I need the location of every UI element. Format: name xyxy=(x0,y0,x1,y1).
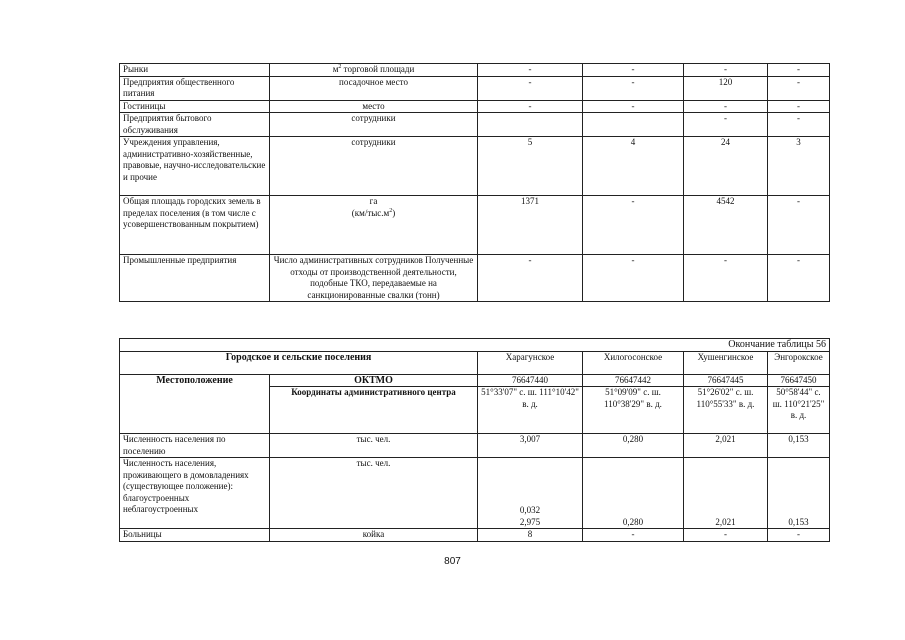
oktmo-value: 76647450 xyxy=(768,374,830,387)
table-settlements xyxy=(119,338,830,542)
row-name: Больницы xyxy=(120,529,270,542)
cell-value: 3,007 xyxy=(478,434,583,458)
row-unit: $м^2$ торговой площади xyxy=(270,64,478,77)
cell-value: - xyxy=(478,64,583,77)
coords-value: 51°33'07" с. ш. 111°10'42" в. д. xyxy=(478,387,583,434)
row-name: Рынки xyxy=(120,64,270,77)
coords-value: 51°09'09" с. ш. 110°38'29" в. д. xyxy=(583,387,684,434)
cell-value: - xyxy=(768,255,830,302)
row-name: Численность населения, проживающего в домовладениях (существующее положение): благоустроенных неблагоустроенных xyxy=(120,458,270,529)
settlement-name: Энгорокское xyxy=(768,351,830,374)
cell-value: 5 xyxy=(478,137,583,196)
cell-value: 0,280 xyxy=(583,434,684,458)
row-unit: тыс. чел. xyxy=(270,458,478,529)
cell-value: - xyxy=(583,196,684,255)
table-caption: Окончание таблицы 56 xyxy=(120,339,830,352)
cell-value: - xyxy=(684,64,768,77)
cell-value: - xyxy=(583,64,684,77)
row-name: Гостиницы xyxy=(120,100,270,113)
row-unit: посадочное место xyxy=(270,76,478,100)
header-label: Городское и сельские поселения xyxy=(120,351,478,374)
cell-value: 0,153 xyxy=(768,458,830,529)
cell-value xyxy=(478,113,583,137)
cell-value: 2,021 xyxy=(684,434,768,458)
row-unit: тыс. чел. xyxy=(270,434,478,458)
unimproved-value: 2,975 xyxy=(519,516,541,527)
row-name: Численность населения по поселению xyxy=(120,434,270,458)
table-row xyxy=(120,196,830,255)
row-name: Предприятия бытового обслуживания xyxy=(120,113,270,137)
cell-value xyxy=(478,458,583,529)
settlement-name: Харагунское xyxy=(478,351,583,374)
cell-value: 24 xyxy=(684,137,768,196)
table-row xyxy=(120,458,830,529)
coords-label: Координаты административного центра xyxy=(270,387,478,434)
table-row xyxy=(120,76,830,100)
coords-value: 50°58'44" с. ш. 110°21'25" в. д. xyxy=(768,387,830,434)
cell-value: 4 xyxy=(583,137,684,196)
cell-value: - xyxy=(768,196,830,255)
cell-value xyxy=(583,113,684,137)
cell-value: - xyxy=(684,529,768,542)
table-row xyxy=(120,100,830,113)
cell-value: - xyxy=(768,529,830,542)
table-row xyxy=(120,434,830,458)
cell-value: 4542 xyxy=(684,196,768,255)
oktmo-label: ОКТМО xyxy=(270,374,478,387)
cell-value: - xyxy=(684,100,768,113)
cell-value: 1371 xyxy=(478,196,583,255)
cell-value: - xyxy=(583,76,684,100)
oktmo-row xyxy=(120,374,830,387)
settlement-name: Хилогосонское xyxy=(583,351,684,374)
location-label: Местоположение xyxy=(120,374,270,434)
coords-value: 51°26'02" с. ш. 110°55'33" в. д. xyxy=(684,387,768,434)
cell-value: 0,280 xyxy=(583,458,684,529)
table-services xyxy=(119,63,830,302)
oktmo-value: 76647442 xyxy=(583,374,684,387)
cell-value: 8 xyxy=(478,529,583,542)
caption-row xyxy=(120,339,830,352)
cell-value: 3 xyxy=(768,137,830,196)
row-unit: сотрудники xyxy=(270,137,478,196)
cell-value: - xyxy=(768,76,830,100)
table-row xyxy=(120,529,830,542)
cell-value: - xyxy=(768,64,830,77)
row-unit: га $(км/тыс.м^2)$ xyxy=(270,196,478,255)
row-unit: место xyxy=(270,100,478,113)
cell-value: - xyxy=(478,255,583,302)
row-unit: койка xyxy=(270,529,478,542)
cell-value: - xyxy=(684,255,768,302)
row-unit: сотрудники xyxy=(270,113,478,137)
row-name: Общая площадь городских земель в пределах поселения (в том числе с усовершенствованным покрытием) xyxy=(120,196,270,255)
cell-value: 0,153 xyxy=(768,434,830,458)
settlement-name: Хушенгинское xyxy=(684,351,768,374)
cell-value: - xyxy=(684,113,768,137)
cell-value: - xyxy=(478,100,583,113)
cell-value: - xyxy=(768,113,830,137)
oktmo-value: 76647440 xyxy=(478,374,583,387)
table-row xyxy=(120,64,830,77)
table-row xyxy=(120,137,830,196)
oktmo-value: 76647445 xyxy=(684,374,768,387)
cell-value: 2,021 xyxy=(684,458,768,529)
cell-value: 120 xyxy=(684,76,768,100)
row-name: Предприятия общественного питания xyxy=(120,76,270,100)
table-row xyxy=(120,113,830,137)
cell-value: - xyxy=(583,100,684,113)
row-name: Учреждения управления, административно-хозяйственные, правовые, научно-исследовательские и прочие xyxy=(120,137,270,196)
header-row xyxy=(120,351,830,374)
cell-value: - xyxy=(583,255,684,302)
row-unit: Число административных сотрудников Полученные отходы от производственной деятельности, подобные ТКО, передаваемые на санкционированные свалки (тонн) xyxy=(270,255,478,302)
cell-value: - xyxy=(583,529,684,542)
table-row xyxy=(120,255,830,302)
cell-value: - xyxy=(768,100,830,113)
row-name: Промышленные предприятия xyxy=(120,255,270,302)
improved-value: 0,032 xyxy=(519,505,541,515)
page-number: 807 xyxy=(444,556,461,567)
cell-value: - xyxy=(478,76,583,100)
